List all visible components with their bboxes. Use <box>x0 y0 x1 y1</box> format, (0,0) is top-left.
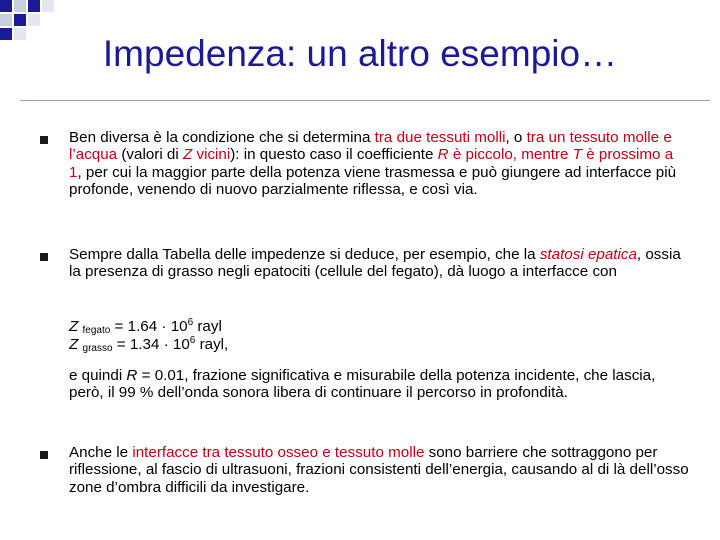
text: , ossia la presenza di grasso negli epatociti (cellule del fegato), dà luogo a interfacce con <box>69 246 681 281</box>
text: (valori di <box>117 146 183 164</box>
text: Ben diversa è la condizione che si determina <box>69 129 375 146</box>
highlight-text: tra due tessuti molli <box>374 129 506 146</box>
highlight-text: vicini <box>192 146 231 164</box>
highlight-text: Z <box>182 146 193 164</box>
formula-value: = 1.34 · 10 <box>112 336 190 353</box>
formula-unit: rayl <box>193 318 222 335</box>
paragraph-2 <box>69 246 689 281</box>
text: e quindi <box>69 367 127 384</box>
slide-title: Impedenza: un altro esempio… <box>102 33 618 74</box>
highlight-text: è prossimo a 1 <box>69 146 674 181</box>
deco-square <box>0 14 12 26</box>
deco-square <box>42 0 54 12</box>
title-divider <box>20 100 710 101</box>
text: sono barriere che sottraggono per riflessione, al fascio di ultrasuoni, frazioni consistenti dell’energia, causando al di là dell’osso zone d’ombra difficili da investigare. <box>69 444 689 496</box>
paragraph-4 <box>69 444 694 496</box>
highlight-text: statosi epatica <box>539 246 637 263</box>
deco-square <box>14 0 26 12</box>
paragraph-3 <box>69 367 694 402</box>
text: R <box>126 367 138 384</box>
formula-subscript: fegato <box>82 325 111 336</box>
formula-unit: rayl, <box>195 336 229 353</box>
bullet-icon <box>40 253 48 261</box>
text: , per cui la maggior parte della potenza viene trasmessa e può giungere ad interfacce più profonde, venendo di nuovo parzialmente riflessa, e così via. <box>69 163 677 198</box>
text: Sempre dalla Tabella delle impedenze si deduce, per esempio, che la <box>69 246 540 263</box>
bullet-icon <box>40 136 48 144</box>
highlight-text: è piccolo, mentre <box>448 146 573 164</box>
highlight-text: interfacce tra tessuto osseo e tessuto molle <box>132 444 425 461</box>
deco-square <box>0 0 12 12</box>
formula-value: = 1.64 · 10 <box>110 318 188 335</box>
formula-symbol: Z <box>69 318 79 335</box>
deco-square <box>28 0 40 12</box>
text: Anche le <box>69 444 133 461</box>
formula-symbol: Z <box>69 336 79 353</box>
highlight-text: R <box>437 146 449 164</box>
bullet-icon <box>40 451 48 459</box>
text: = 0.01, frazione significativa e misurabile della potenza incidente, che lascia, però, il 99 % dell’onda sonora libera di continuare il percorso in profondità. <box>69 367 656 402</box>
deco-square <box>14 14 26 26</box>
formula-exponent: 6 <box>189 335 196 346</box>
highlight-text: tra un tessuto molle e l’acqua <box>69 129 672 164</box>
text: , o <box>505 129 527 146</box>
formula-line-2 <box>69 332 228 357</box>
paragraph-1 <box>69 129 689 198</box>
highlight-text: T <box>572 146 582 164</box>
text: ): in questo caso il coefficiente <box>230 146 438 164</box>
formula-subscript: grasso <box>82 343 113 354</box>
formula-exponent: 6 <box>187 317 194 328</box>
deco-square <box>28 14 40 26</box>
